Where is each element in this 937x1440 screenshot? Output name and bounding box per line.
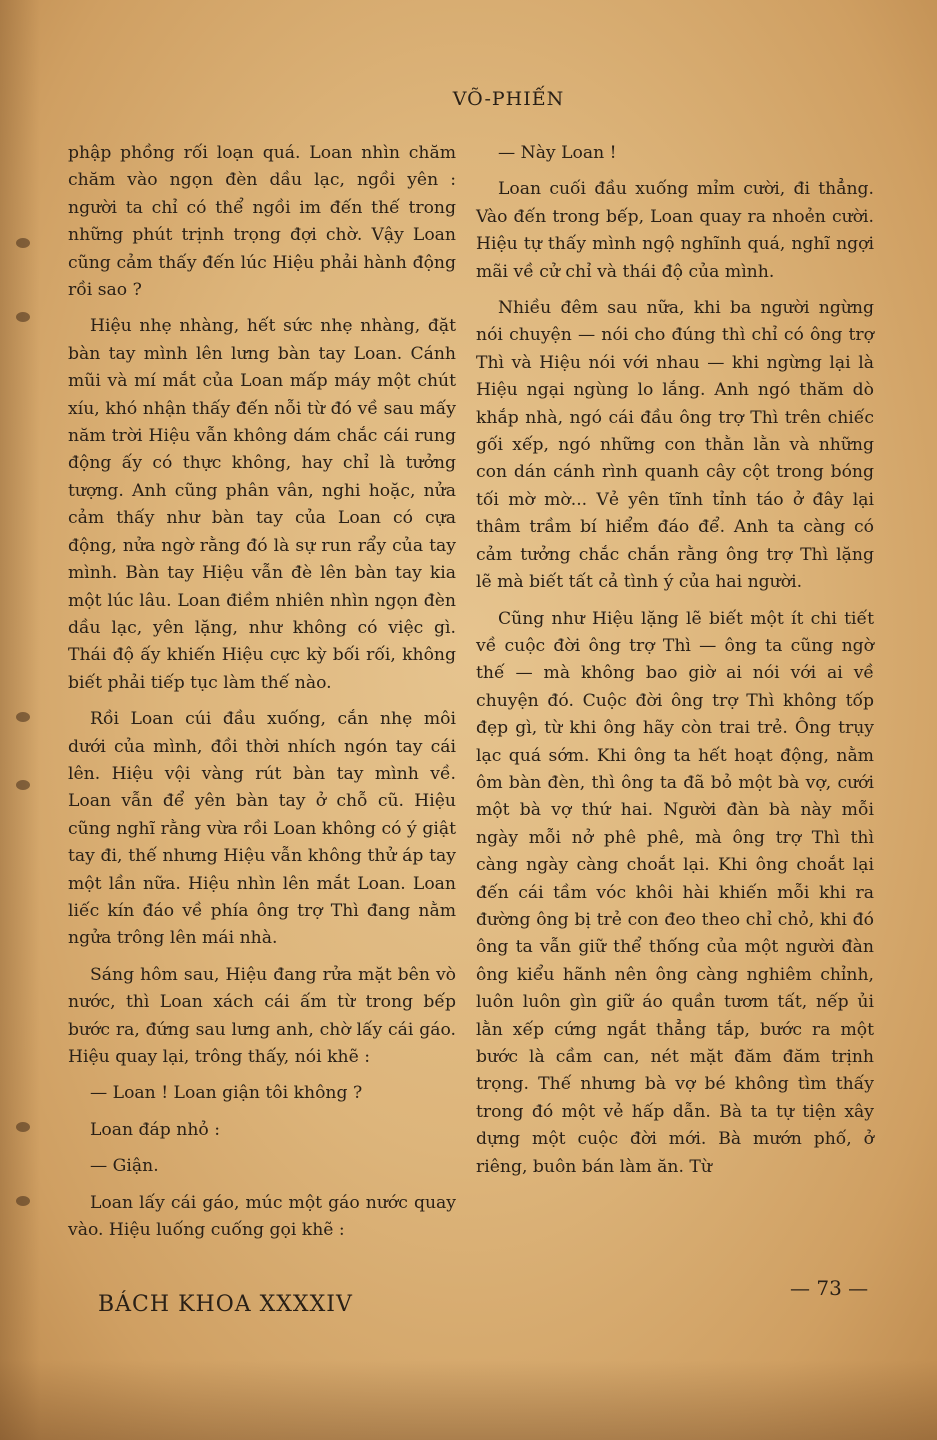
paragraph: phập phồng rối loạn quá. Loan nhìn chăm chăm vào ngọn đèn dầu lạc, ngồi yên : người ta chỉ có thể ngồi im đến thế trong những phút trịnh trọng đợi chờ. Vậy Loan cũng cảm thấy đến lúc Hiệu phải hành động rồi sao ? xyxy=(68,143,456,301)
margin-stain xyxy=(16,1122,30,1132)
dialogue-line: — Này Loan ! xyxy=(498,143,617,163)
margin-stain xyxy=(16,1196,30,1206)
right-column xyxy=(476,140,874,1190)
left-column xyxy=(68,140,456,1253)
page-edge-shadow-bottom xyxy=(0,1360,937,1440)
margin-stain xyxy=(16,780,30,790)
running-head: VÕ-PHIẾN xyxy=(452,88,565,110)
margin-stain xyxy=(16,712,30,722)
dialogue-line: — Loan ! Loan giận tôi không ? xyxy=(90,1083,363,1104)
paragraph: Rồi Loan cúi đầu xuống, cắn nhẹ môi dưới của mình, đồi thời nhích ngón tay cái lên. Hiệu vội vàng rút bàn tay mình về. Loan vẫn để yên bàn tay ở chỗ cũ. Hiệu cũng nghĩ rằng vừa rồi Loan không có ý giật tay đi, thế nhưng Hiệu vẫn không thử áp tay một lần nữa. Hiệu nhìn lên mắt Loan. Loan liếc kín đáo về phía ông trợ Thì đang nằm ngửa trông lên mái nhà. xyxy=(68,709,456,949)
paragraph: Loan cuối đầu xuống mỉm cười, đi thẳng. Vào đến trong bếp, Loan quay ra nhoẻn cười. Hiệu tự thấy mình ngộ nghĩnh quá, nghĩ ngợi mãi về cử chỉ và thái độ của mình. xyxy=(476,179,874,282)
margin-stain xyxy=(16,312,30,322)
paragraph: Loan lấy cái gáo, múc một gáo nước quay vào. Hiệu luống cuống gọi khẽ : xyxy=(68,1192,456,1241)
paragraph: Cũng như Hiệu lặng lẽ biết một ít chi tiết về cuộc đời ông trợ Thì — ông ta cũng ngờ thế — mà không bao giờ ai nói với ai về chuyện đó. Cuộc đời ông trợ Thì không tốp đẹp gì, từ khi ông hãy còn trai trẻ. Ông trụy lạc quá sớm. Khi ông ta hết hoạt động, nằm ôm bàn đèn, thì ông ta đã bỏ một bà vợ, cưới một bà vợ thứ hai. Người đàn bà này mỗi ngày mỗi nở phê phê, mà ông trợ Thì thì càng ngày càng choắt lại. Khi ông choắt lại đến cái tầm vóc khôi hài khiến mỗi khi ra đường ông bị trẻ con đeo theo chỉ chỏ, khi đó ông ta vẫn giữ thể thống của một người đàn ông kiểu hãnh nên ông càng nghiêm chỉnh, luôn luôn gìn giữ áo quần tươm tất, nếp ủi lằn xếp cứng ngắt thẳng tắp, bước ra một bước là cầm can, nét mặt đăm đăm trịnh trọng. Thế nhưng bà vợ bé không tìm thấy trong đó một vẻ hấp dẫn. Bà ta tự tiện xây dựng một cuộc đời mới. Bà mướn phố, ở riêng, buôn bán làm ăn. Từ xyxy=(476,608,874,1177)
paragraph: Sáng hôm sau, Hiệu đang rửa mặt bên vò nước, thì Loan xách cái ấm từ trong bếp bước ra, đứng sau lưng anh, chờ lấy cái gáo. Hiệu quay lại, trông thấy, nói khẽ : xyxy=(68,964,456,1067)
paragraph: Nhiều đêm sau nữa, khi ba người ngừng nói chuyện — nói cho đúng thì chỉ có ông trợ Thì và Hiệu nói với nhau — khi ngừng lại là Hiệu ngại ngùng lo lắng. Anh ngó thăm dò khắp nhà, ngó cái đầu ông trợ Thì trên chiếc gối xếp, ngó những con thằn lằn và những con dán cánh rình quanh cây cột trong bóng tối mờ mờ... Vẻ yên tĩnh tỉnh táo ở đây lại thâm trầm bí hiểm đáo để. Anh ta càng có cảm tưởng chắc chắn rằng ông trợ Thì lặng lẽ mà biết tất cả tình ý của hai người. xyxy=(476,298,874,593)
magazine-footer: BÁCH KHOA XXXXIV xyxy=(98,1292,353,1317)
paragraph: Hiệu nhẹ nhàng, hết sức nhẹ nhàng, đặt bàn tay mình lên lưng bàn tay Loan. Cánh mũi và mí mắt của Loan mấp máy một chút xíu, khó nhận thấy đến nỗi từ đó về sau mấy năm trời Hiệu vẫn không dám chắc cái rung động ấy có thực không, hay chỉ là tưởng tượng. Anh cũng phân vân, nghi hoặc, nửa cảm thấy như bàn tay của Loan có cựa động, nửa ngờ rằng đó là sự run rẩy của tay mình. Bàn tay Hiệu vẫn đè lên bàn tay kia một lúc lâu. Loan điềm nhiên nhìn ngọn đèn dầu lạc, yên lặng, như không có việc gì. Thái độ ấy khiến Hiệu cực kỳ bối rối, không biết phải tiếp tục làm thế nào. xyxy=(68,316,456,693)
page-number: — 73 — xyxy=(790,1276,869,1300)
margin-stain xyxy=(16,238,30,248)
dialogue-line: Loan đáp nhỏ : xyxy=(90,1119,220,1140)
dialogue-line: — Giận. xyxy=(90,1156,159,1177)
